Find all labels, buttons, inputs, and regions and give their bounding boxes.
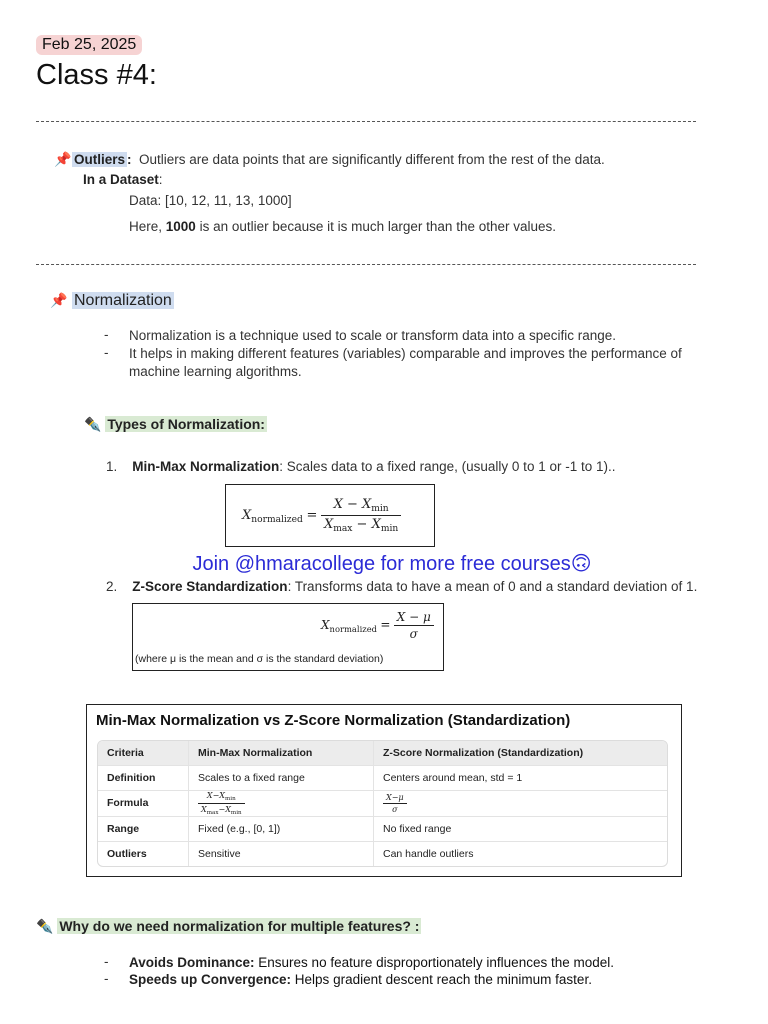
comparison-table xyxy=(97,740,668,867)
table-cell: Definition xyxy=(98,766,188,791)
list-item: Avoids Dominance: Ensures no feature disproportionately influences the model. xyxy=(129,955,614,970)
zscore-formula: $X_{normalized}$ = $\frac{X - \mu}{\sigma}$ xyxy=(321,610,434,641)
table-cell: Scales to a fixed range xyxy=(188,766,373,791)
divider xyxy=(36,121,696,122)
table-cell: Range xyxy=(98,817,188,842)
table-row xyxy=(98,817,667,842)
table-cell: No fixed range xyxy=(373,817,667,842)
bullet-dash: - xyxy=(104,954,109,969)
data-line: Data: [10, 12, 11, 13, 1000] xyxy=(129,193,292,208)
column-header: Z-Score Normalization (Standardization) xyxy=(373,741,667,766)
normalization-heading xyxy=(50,292,174,310)
table-cell: Formula xyxy=(98,791,188,817)
promo-banner: Join @hmaracollege for more free courses🙃 xyxy=(192,553,592,575)
outliers-term: Outliers xyxy=(74,152,126,167)
outliers-definition-text: Outliers are data points that are significantly different from the rest of the data. xyxy=(139,152,605,167)
table-cell: Fixed (e.g., [0, 1]) xyxy=(188,817,373,842)
bullet-dash: - xyxy=(104,345,109,360)
table-cell: Sensitive xyxy=(188,842,373,866)
why-heading-text: Why do we need normalization for multiple features? : xyxy=(59,918,420,934)
table-cell: Centers around mean, std = 1 xyxy=(373,766,667,791)
dataset-label: In a Dataset: xyxy=(83,172,163,187)
divider xyxy=(36,264,696,265)
comparison-title: Min-Max Normalization vs Z-Score Normalization (Standardization) xyxy=(96,712,571,729)
list-item: Speeds up Convergence: Helps gradient descent reach the minimum faster. xyxy=(129,972,592,987)
outlier-explanation: Here, 1000 is an outlier because it is much larger than the other values. xyxy=(129,219,557,234)
normalization-heading-text: Normalization xyxy=(74,292,172,309)
type-name: Min-Max Normalization xyxy=(132,459,280,474)
table-row xyxy=(98,766,667,791)
date-text: Feb 25, 2025 xyxy=(42,36,137,53)
bullet-dash: - xyxy=(104,327,109,342)
table-cell-formula: $\frac{X-X_{min}}{X_{max}-X_{min}}$ xyxy=(188,791,373,817)
dataset-label-text: In a Dataset xyxy=(83,172,159,187)
table-cell: Can handle outliers xyxy=(373,842,667,866)
pen-icon: ✒️ xyxy=(84,416,102,432)
table-row xyxy=(98,791,667,817)
outlier-value: 1000 xyxy=(165,219,196,234)
list-item: Normalization is a technique used to scale or transform data into a specific range. xyxy=(129,328,617,343)
table-cell-formula: $\frac{X-\mu}{\sigma}$ xyxy=(373,791,667,817)
column-header: Criteria xyxy=(98,741,188,766)
pen-icon: ✒️ xyxy=(36,918,54,934)
zscore-formula-box xyxy=(132,603,444,671)
list-item: It helps in making different features (variables) comparable and improves the performance of machine learning algorithms. xyxy=(129,346,682,379)
bullet-dash: - xyxy=(104,971,109,986)
pushpin-icon: 📌 xyxy=(50,292,68,308)
type-name: Z-Score Standardization xyxy=(132,579,288,594)
comparison-table-card xyxy=(86,704,682,877)
minmax-formula: $X_{normalized}$ = $\frac{X - X_{min}}{X_{max} - X_{min}}$ xyxy=(242,497,401,534)
table-cell: Outliers xyxy=(107,847,147,860)
table-row xyxy=(98,842,667,866)
page-title: Class #4: xyxy=(36,59,157,91)
table-header-row xyxy=(98,741,667,766)
date-chip xyxy=(36,35,142,55)
type-item-2: 2. Z-Score Standardization: Transforms data to have a mean of 0 and a standard deviation of 1. xyxy=(106,579,698,594)
why-heading xyxy=(36,918,421,935)
zscore-note: (where μ is the mean and σ is the standard deviation) xyxy=(135,653,384,665)
type-item-1: 1. Min-Max Normalization: Scales data to a fixed range, (usually 0 to 1 or -1 to 1).. xyxy=(106,459,616,474)
types-heading xyxy=(84,416,267,433)
column-header: Min-Max Normalization xyxy=(188,741,373,766)
pushpin-icon: 📌 xyxy=(54,151,72,167)
outliers-definition: 📌 Outliers : Outliers are data points that are significantly different from the rest of the data. xyxy=(54,151,605,167)
types-heading-text: Types of Normalization: xyxy=(107,416,265,432)
minmax-formula-box xyxy=(225,484,435,547)
